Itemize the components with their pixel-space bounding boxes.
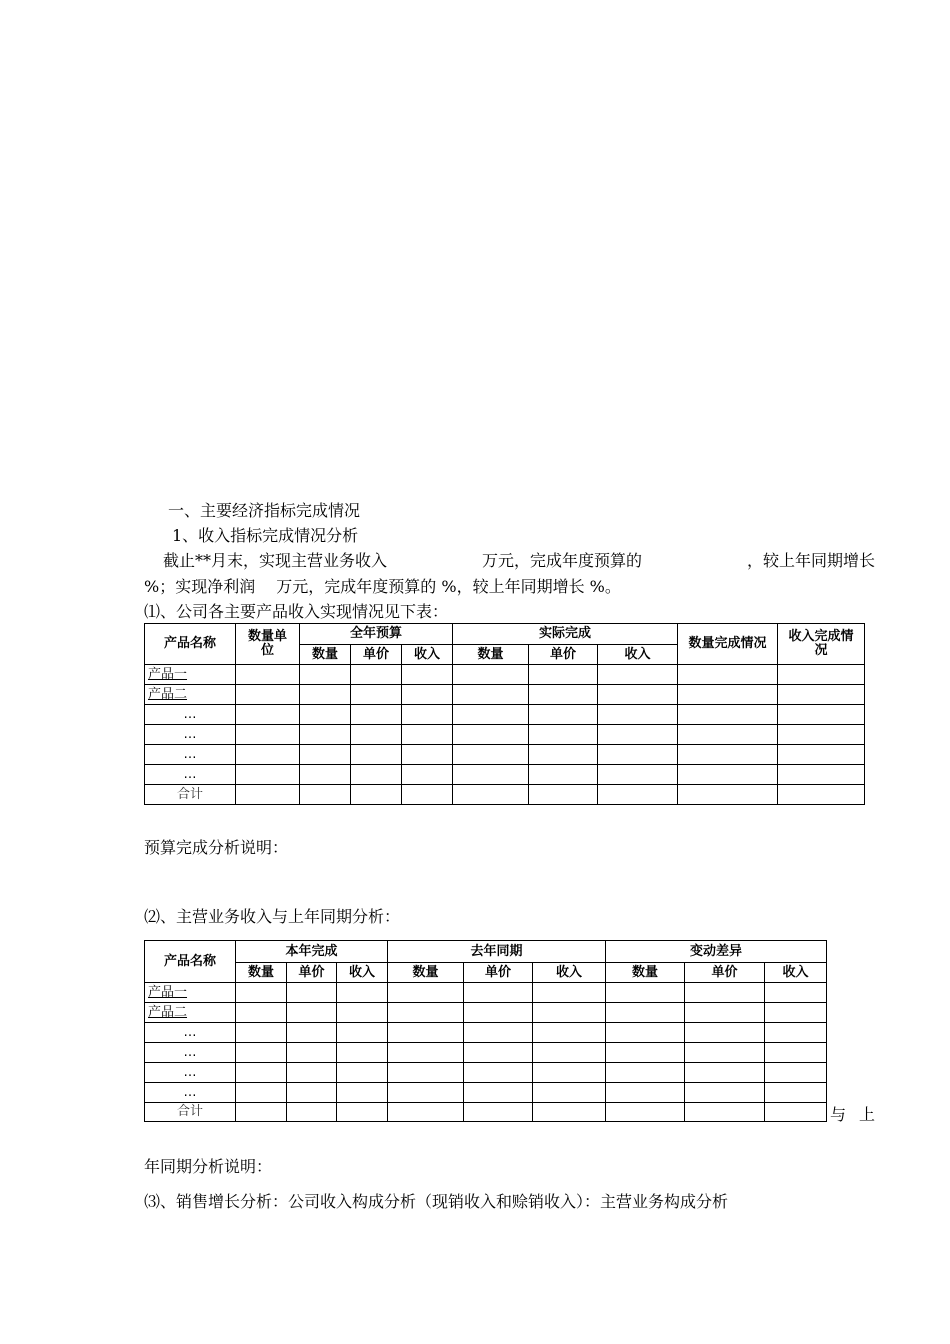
- row-label: …: [145, 745, 236, 765]
- sub-header-budget-revenue: 收入: [402, 645, 453, 665]
- row-label: …: [145, 1043, 236, 1063]
- para1-part-3: ，较上年同期增长: [746, 551, 875, 570]
- row-label: 产品一: [145, 665, 236, 685]
- table-row: [145, 705, 865, 725]
- row-label: 产品二: [145, 685, 236, 705]
- table-row: [145, 745, 865, 765]
- sub-header-budget-qty: 数量: [300, 645, 351, 665]
- sub-header-diff-price: 单价: [685, 963, 765, 983]
- year-over-year-table: [144, 940, 827, 1122]
- row-label: …: [145, 705, 236, 725]
- row-label: …: [145, 1083, 236, 1103]
- section-3-heading: ⑶、销售增长分析：公司收入构成分析（现销收入和赊销收入）：主营业务构成分析: [144, 1192, 729, 1211]
- table-row: [145, 1043, 827, 1063]
- col-header-last-year: 去年同期: [388, 941, 606, 963]
- table-row: [145, 685, 865, 705]
- para1-part-2: 万元，完成年度预算的: [481, 551, 642, 570]
- table-total-row: [145, 1103, 827, 1122]
- row-label: 产品二: [145, 1003, 236, 1023]
- sub-header-this-qty: 数量: [236, 963, 287, 983]
- table-row: [145, 725, 865, 745]
- row-label: 产品一: [145, 983, 236, 1003]
- col-header-this-year: 本年完成: [236, 941, 388, 963]
- budget-analysis-note: 预算完成分析说明：: [144, 838, 289, 857]
- col-header-product-name: 产品名称: [145, 624, 236, 665]
- sub-header-actual-price: 单价: [529, 645, 598, 665]
- sub-header-diff-qty: 数量: [606, 963, 685, 983]
- total-label: 合计: [145, 1103, 236, 1122]
- col-header-quantity-completion: 数量完成情况: [678, 624, 778, 665]
- table-row: [145, 983, 827, 1003]
- col-header-variance: 变动差异: [606, 941, 827, 963]
- note2-tail-a: 与: [830, 1105, 847, 1124]
- row-label: …: [145, 1063, 236, 1083]
- table-total-row: [145, 785, 865, 805]
- col-header-actual: 实际完成: [453, 624, 678, 645]
- sub-header-actual-revenue: 收入: [598, 645, 678, 665]
- row-label: …: [145, 765, 236, 785]
- row-label: …: [145, 1023, 236, 1043]
- note2-tail-b: 上: [859, 1105, 876, 1124]
- table-row: [145, 665, 865, 685]
- sub-header-this-price: 单价: [287, 963, 337, 983]
- sub-header-actual-qty: 数量: [453, 645, 529, 665]
- sub-header-last-price: 单价: [464, 963, 533, 983]
- paragraph-line-1: [163, 551, 875, 571]
- sub-header-last-revenue: 收入: [533, 963, 606, 983]
- col-header-annual-budget: 全年预算: [300, 624, 453, 645]
- row-label: …: [145, 725, 236, 745]
- table-row: [145, 1063, 827, 1083]
- yoy-analysis-note: 年同期分析说明：: [144, 1157, 273, 1176]
- product-revenue-table: [144, 623, 865, 805]
- sub-header-budget-price: 单价: [351, 645, 402, 665]
- col-header-product-name: 产品名称: [145, 941, 236, 983]
- table-row: [145, 1083, 827, 1103]
- para1-part-1: 截止**月末，实现主营业务收入: [163, 551, 388, 570]
- section-heading-2: 1、收入指标完成情况分析: [172, 526, 359, 545]
- table-row: [145, 1023, 827, 1043]
- sub-header-diff-revenue: 收入: [765, 963, 827, 983]
- table-row: [145, 765, 865, 785]
- sub-header-last-qty: 数量: [388, 963, 464, 983]
- total-label: 合计: [145, 785, 236, 805]
- sub-header-this-revenue: 收入: [337, 963, 388, 983]
- paragraph-line-2: %；实现净利润 万元，完成年度预算的 %，较上年同期增长 %。: [144, 577, 621, 596]
- table2-caption: ⑵、主营业务收入与上年同期分析：: [144, 907, 401, 926]
- col-header-quantity-unit: 数量单位: [236, 624, 300, 665]
- table-row: [145, 1003, 827, 1023]
- col-header-revenue-completion: 收入完成情况: [778, 624, 865, 665]
- table1-caption: ⑴、公司各主要产品收入实现情况见下表：: [144, 602, 449, 621]
- section-heading-1: 一、主要经济指标完成情况: [168, 501, 361, 520]
